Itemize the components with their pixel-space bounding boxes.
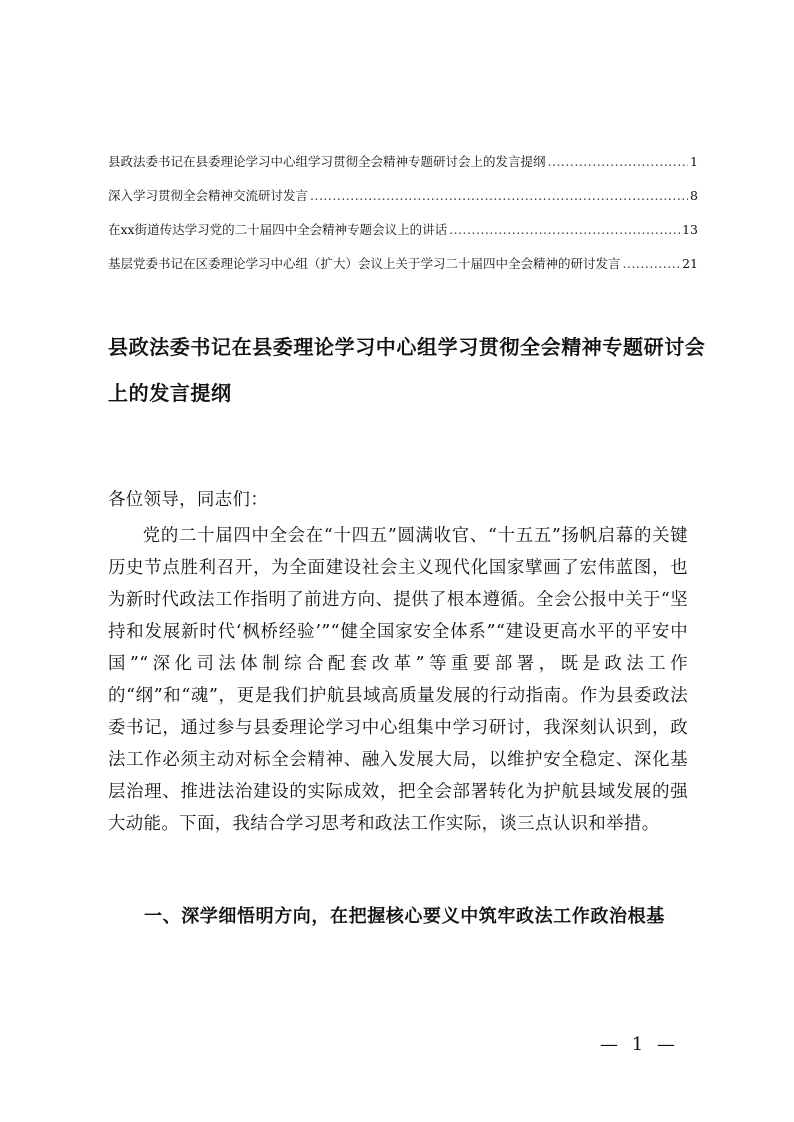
- toc-entry[interactable]: [108, 152, 698, 186]
- toc-dot-leader: [449, 220, 680, 240]
- salutation: 各位领导，同志们：: [108, 490, 269, 510]
- document-title: 县政法委书记在县委理论学习中心组学习贯彻全会精神专题研讨会上的发言提纲: [108, 335, 706, 405]
- body-paragraph: 党的二十届四中全会在“十四五”圆满收官、“十五五”扬帆启幕的关键历史节点胜利召开，为全面建设社会主义现代化国家擘画了宏伟蓝图，也为新时代政法工作指明了前进方向、提供了根本遵循。全会公报中关于“坚持和发展新时代‘枫桥经验’”“健全国家安全体系”“建设更高水平的平安中国”“深化司法体制综合配套改革”等重要部署，既是政法工作的“纲”和“魂”，更是我们护航县域高质量发展的行动指南。作为县委政法委书记，通过参与县委理论学习中心组集中学习研讨，我深刻认识到，政法工作必须主动对标全会精神、融入发展大局，以维护安全稳定、深化基层治理、推进法治建设的实际成效，把全会部署转化为护航县域发展的强大动能。下面，我结合学习思考和政法工作实际，谈三点认识和举措。: [108, 526, 688, 834]
- toc-entry-title: 深入学习贯彻全会精神交流研讨发言: [108, 188, 309, 203]
- page-number: — 1 —: [600, 1034, 679, 1055]
- toc-entry-page: 8: [690, 188, 698, 203]
- toc-entry-title: 在xx街道传达学习党的二十届四中全会精神专题会议上的讲话: [108, 222, 448, 237]
- toc-entry-page: 21: [682, 256, 698, 271]
- document-body: [108, 484, 688, 840]
- section-heading: 一、深学细悟明方向，在把握核心要义中筑牢政法工作政治根基: [144, 906, 665, 927]
- toc-dot-leader: [548, 152, 689, 172]
- toc-entry-page: 1: [690, 154, 698, 169]
- toc-entry[interactable]: [108, 254, 698, 288]
- toc-dot-leader: [310, 186, 688, 206]
- toc-entry[interactable]: [108, 186, 698, 220]
- table-of-contents: [108, 152, 698, 288]
- toc-entry-page: 13: [682, 222, 698, 237]
- toc-dot-leader: [623, 254, 681, 274]
- toc-entry-title: 县政法委书记在县委理论学习中心组学习贯彻全会精神专题研讨会上的发言提纲: [108, 154, 546, 169]
- toc-entry[interactable]: [108, 220, 698, 254]
- toc-entry-title: 基层党委书记在区委理论学习中心组（扩大）会议上关于学习二十届四中全会精神的研讨发言: [108, 256, 621, 271]
